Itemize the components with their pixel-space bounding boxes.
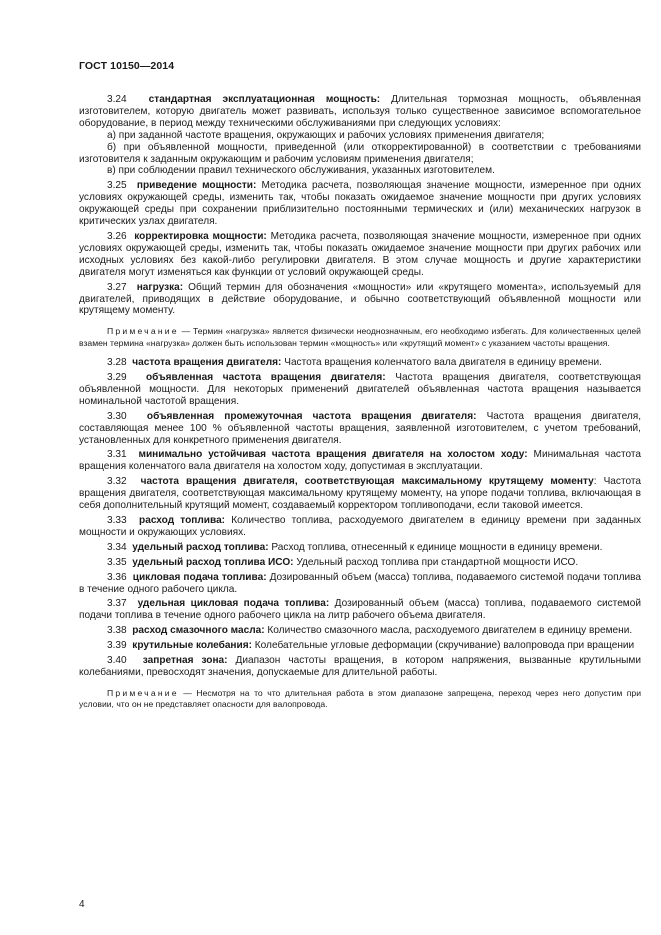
- note-text: — Термин «нагрузка» является физически неоднозначным, его необходимо избегать. Для количественных целей взамен термина «нагрузка» должен быть использован термин «мощность» или «крутящий момент» с указанием частоты вращения.: [79, 326, 641, 348]
- clause-number: 3.27: [107, 281, 127, 293]
- definition-text: Удельный расход топлива при стандартной мощности ИСО.: [293, 556, 579, 568]
- definition-text: Длительная тормозная мощность, объявленная изготовителем, которую двигатель может развивать, используя только существенное зависимое вспомогательное оборудование, в период между техническими обслуживаниями при следующих условиях:: [79, 94, 641, 129]
- definition-text: Методика расчета, позволяющая значение мощности, измеренное при одних условиях окружающей среды, изменить так, чтобы показать ожидаемое значение мощности при других рабочих или исходных условиях без какой-либо регулировки двигателя. В этом случае мощность и другие характеристики двигателя могут изменяться как функции от условий окружающей среды.: [79, 230, 641, 278]
- clause-number: 3.30: [107, 410, 127, 422]
- term-title: корректировка мощности:: [134, 230, 267, 242]
- term-title: удельная цикловая подача топлива:: [137, 598, 330, 610]
- clause-number: 3.40: [107, 655, 127, 667]
- clause-number: 3.34: [107, 541, 127, 553]
- definition-text: Количество смазочного масла, расходуемого двигателем в единицу времени.: [264, 625, 633, 637]
- definition-paragraph: [79, 640, 641, 652]
- definition-text: Количество топлива, расходуемого двигателем в единицу времени при заданных мощности и окружающих условиях.: [79, 515, 641, 538]
- page-number: 4: [79, 899, 85, 910]
- definition-paragraph: [79, 476, 641, 512]
- definition-paragraph: [79, 449, 641, 473]
- clause-number: 3.33: [107, 515, 127, 526]
- list-item: а) при заданной частоте вращения, окружающих и рабочих условиях применения двигателя;: [107, 129, 545, 141]
- term-title: объявленная частота вращения двигателя:: [145, 372, 386, 384]
- term-title: цикловая подача топлива:: [132, 571, 267, 583]
- list-item: в) при соблюдении правил технического обслуживания, указанных изготовителем.: [107, 165, 495, 177]
- definition-text: Диапазон частоты вращения, в котором напряжения, вызванные крутильными колебаниями, превосходят значения, допускаемые для длительной работы.: [79, 655, 642, 678]
- note-paragraph: [79, 326, 641, 349]
- note-label: Примечание: [107, 326, 179, 337]
- definition-text: Частота вращения коленчатого вала двигателя в единицу времени.: [281, 357, 602, 369]
- definition-paragraph: [79, 231, 641, 279]
- term-title: запретная зона:: [142, 655, 228, 667]
- clause-number: 3.36: [107, 571, 127, 583]
- definition-paragraph: [79, 357, 641, 369]
- clause-number: 3.31: [107, 449, 127, 461]
- note-text: — Несмотря на то что длительная работа в этом диапазоне запрещена, переход через него допустим при условии, что он не представляет опасности для валопровода.: [79, 687, 641, 710]
- document-body: [79, 94, 641, 719]
- term-title: минимально устойчивая частота вращения двигателя на холостом ходу:: [138, 449, 528, 461]
- clause-number: 3.32: [107, 476, 127, 488]
- term-title: приведение мощности:: [136, 180, 257, 192]
- clause-number: 3.28: [107, 357, 127, 369]
- clause-number: 3.37: [107, 598, 127, 610]
- term-title: нагрузка:: [136, 281, 184, 293]
- definition-paragraph: [79, 411, 641, 447]
- term-title: стандартная эксплуатационная мощность:: [148, 94, 381, 105]
- definition-text: : Частота вращения двигателя, соответствующая максимальному крутящему моменту, на упоре подачи топлива, включающая в себя дополнительный крутящий момент, создаваемый корректором топливоподачи, если таковой имеется.: [79, 476, 641, 512]
- definition-paragraph: [79, 515, 641, 539]
- definition-paragraph: [79, 655, 641, 679]
- term-title: удельный расход топлива ИСО:: [132, 556, 294, 568]
- term-title: частота вращения двигателя, соответствующая максимальному крутящему моменту: [140, 476, 594, 488]
- document-header: ГОСТ 10150—2014: [79, 60, 175, 72]
- definition-text: Частота вращения двигателя, составляющая менее 100 % объявленной частоты вращения, заявленной изготовителем, с учетом требований, установленных для конкретного применения двигателя.: [79, 410, 642, 446]
- note-label: Примечание: [107, 687, 179, 698]
- definition-paragraph: [79, 542, 641, 554]
- clause-number: 3.29: [107, 372, 127, 384]
- list-item: б) при объявленной мощности, приведенной (или откорректированной) в соответствии с требованиями изготовителя к заданным окружающим и рабочим условиям применения двигателя;: [79, 141, 641, 165]
- definition-paragraph: [79, 625, 641, 637]
- term-title: расход смазочного масла:: [132, 625, 265, 637]
- definition-text: Дозированный объем (масса) топлива, подаваемого системой подачи топлива в течение одного рабочего цикла.: [79, 571, 641, 595]
- definition-paragraph: [79, 180, 641, 228]
- definition-paragraph: [79, 598, 641, 622]
- clause-number: 3.39: [107, 640, 127, 652]
- clause-number: 3.24: [107, 94, 127, 105]
- definition-text: Частота вращения двигателя, соответствующая объявленной мощности. Для некоторых применений двигателей объявленная частота вращения называется номинальной частотой вращения.: [79, 372, 642, 407]
- definition-paragraph: [79, 94, 641, 130]
- definition-text: Общий термин для обозначения «мощности» или «крутящего момента», используемый для двигателей, приводящих в действие оборудование, и обычно соответствующий объявленной мощности или крутящему моменту.: [79, 281, 642, 317]
- definition-paragraph: [79, 557, 641, 569]
- term-title: частота вращения двигателя:: [132, 357, 282, 369]
- term-title: крутильные колебания:: [132, 640, 252, 652]
- definition-paragraph: [79, 282, 641, 318]
- definition-paragraph: [79, 572, 641, 596]
- definition-text: Расход топлива, отнесенный к единице мощности в единицу времени.: [268, 541, 603, 553]
- definition-text: Минимальная частота вращения коленчатого вала двигателя на холостом ходу, допустимая в эксплуатации.: [79, 449, 642, 473]
- definition-text: Методика расчета, позволяющая значение мощности, измеренное при одних условиях окружающей среды, изменить так, чтобы показать ожидаемое значение мощности при других условиях окружающей среды при сохранении приблизительно постоянными термических и (или) механических нагрузок в критических узлах двигателя.: [79, 180, 641, 228]
- term-title: удельный расход топлива:: [132, 541, 269, 553]
- clause-number: 3.26: [107, 230, 127, 242]
- definition-text: Колебательные угловые деформации (скручивание) валопровода при вращении: [251, 640, 635, 652]
- term-title: объявленная промежуточная частота вращения двигателя:: [146, 410, 477, 422]
- clause-number: 3.35: [107, 556, 127, 568]
- definition-paragraph: [79, 372, 641, 408]
- clause-number: 3.25: [107, 180, 127, 192]
- clause-number: 3.38: [107, 625, 127, 637]
- term-title: расход топлива:: [139, 515, 226, 526]
- note-paragraph: [79, 688, 641, 711]
- definition-text: Дозированный объем (масса) топлива, подаваемого системой подачи топлива в течение одного рабочего цикла на литр рабочего объема двигателя.: [79, 598, 641, 622]
